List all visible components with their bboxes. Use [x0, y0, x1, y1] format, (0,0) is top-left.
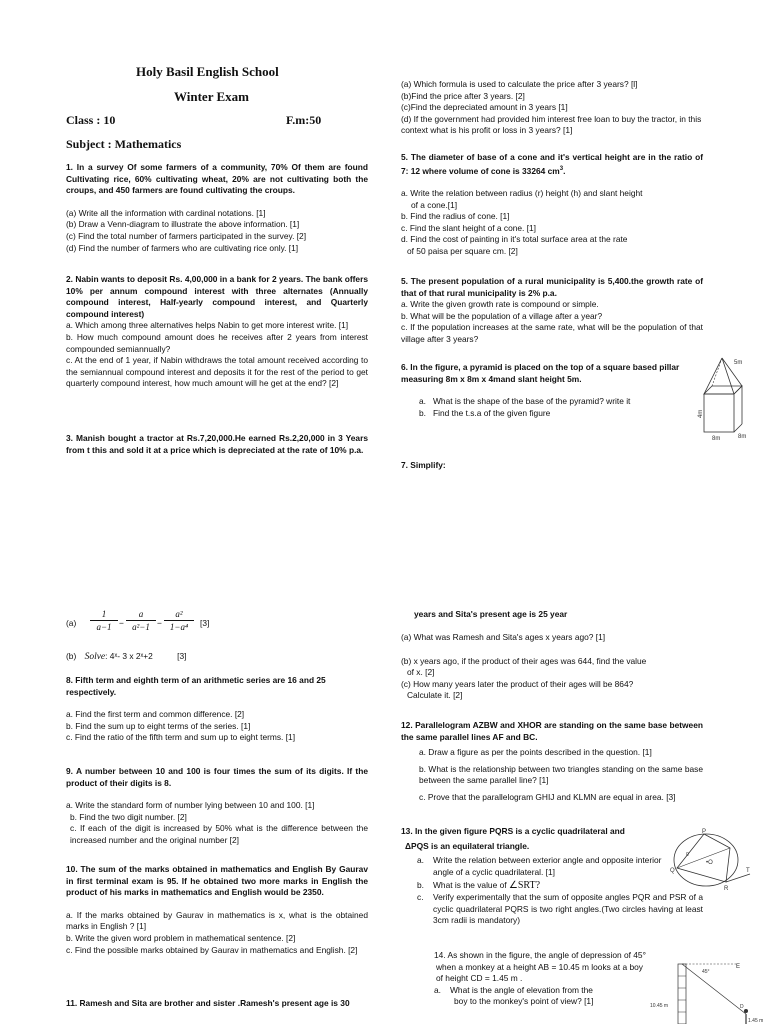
q12-stem: 12. Parallelogram AZBW and XHOR are standing on the same base between the same parallel lines AF and BC. — [401, 720, 703, 742]
minus-sign-1: − — [119, 618, 124, 628]
school-name: Holy Basil English School — [136, 64, 279, 79]
fraction-2-num: a — [138, 609, 144, 619]
simplify-a-label: (a) — [66, 618, 77, 628]
fig-label-t: T — [746, 868, 750, 874]
simplify-b-expression: : 4ˣ- 3 x 2ˣ+2 — [105, 651, 153, 661]
q2-stem: 2. Nabin wants to deposit Rs. 4,00,000 in a bank for 2 years. The bank offers 10% per annum compound interest with three alternates (Annually compound interest, Half-yearly compound interest, and Quarterly compound interest) — [66, 274, 368, 319]
q6-part-b: Find the t.s.a of the given figure — [433, 407, 551, 418]
simplify-b-label: (b) — [66, 651, 77, 661]
q11-part-c-cont: Calculate it. [2] — [407, 690, 463, 701]
q13-part-c: Verify experimentally that the sum of opposite angles PQR and PSR of a cyclic quadrilateral PQRS is two right angles.(Two circles having at least 3cm radii is mandatory) — [433, 891, 703, 926]
q5a-cube-sup: 3 — [559, 165, 564, 172]
q12-part-a: a. Draw a figure as per the points described in the question. [1] — [419, 747, 652, 758]
simplify-part-a — [66, 608, 226, 642]
fig-label-p: P — [702, 829, 707, 835]
fig-label-d: D — [740, 1004, 744, 1010]
q1-part-a: (a) Write all the information with cardinal notations. [1] — [66, 207, 266, 218]
fraction-3 — [164, 608, 194, 633]
q12-part-b: b. What is the relationship between two triangles standing on the same base between the same parallel line? [1] — [419, 763, 703, 786]
q6-stem: 6. In the figure, a pyramid is placed on the top of a square based pillar measuring 8m x 8m x 4mand slant height 5m. — [401, 362, 680, 384]
q6-part-a: What is the shape of the base of the pyramid? write it — [433, 396, 631, 407]
question-2 — [66, 274, 368, 390]
q10-part-c: c. Find the possible marks obtained by Gaurav in mathematics and English. [2] — [66, 944, 358, 955]
q8-part-c: c. Find the ratio of the fifth term and sum up to eight terms. [1] — [66, 732, 296, 743]
fig-height-ab: 10.45 m — [650, 1003, 669, 1009]
fig-height-cd: 1.45 m — [748, 1018, 764, 1024]
fig-label-degree: 0 — [686, 852, 689, 858]
q13-part-a: Write the relation between exterior angle and opposite interior angle of a cyclic quadrilateral. [1] — [433, 855, 662, 877]
q5b-part-c: c. If the population increases at the same rate, what will be the population of that village after 3 years? — [401, 322, 703, 344]
question-6 — [401, 362, 693, 419]
fraction-3-num: a² — [175, 609, 183, 619]
fig-label-r: R — [724, 886, 729, 892]
simplify-b-solve: Solve — [84, 652, 106, 662]
fraction-1-num: 1 — [101, 609, 107, 619]
q13-b-marker: b. — [417, 880, 424, 891]
q3-part-d: (d) If the government had provided him interest free loan to buy the tractor, in this context what is his profit or loss in 3 years? [1] — [401, 113, 702, 136]
q14-part-a: What is the angle of elevation from the — [450, 984, 593, 995]
q1-part-d: (d) Find the number of farmers who are cultivating rice only. [1] — [66, 242, 299, 253]
q9-part-a: a. Write the standard form of number lying between 10 and 100. [1] — [66, 800, 315, 811]
q3-part-c: (c)Find the depreciated amount in 3 years [1] — [401, 102, 568, 113]
q8-stem: 8. Fifth term and eighth term of an arithmetic series are 16 and 25 respectively. — [66, 675, 326, 697]
q5a-part-c: c. Find the slant height of a cone. [1] — [401, 222, 537, 233]
q11-part-a: (a) What was Ramesh and Sita's ages x years ago? [1] — [401, 632, 606, 642]
question-9 — [66, 766, 368, 847]
q14-part-a-cont: boy to the monkey's point of view? [1] — [454, 996, 594, 1007]
pyramid-pillar-figure — [694, 352, 754, 444]
q5b-part-b: b. What will be the population of a village after a year? — [401, 310, 603, 321]
q10-stem: 10. The sum of the marks obtained in mathematics and English By Gaurav in first terminal exam is 95. If he obtained two more marks in English the product of his marks in mathematics and English would be 2350. — [66, 864, 368, 898]
question-5-population — [401, 276, 703, 346]
question-11-parts — [401, 632, 703, 702]
q12-part-c: c. Prove that the parallelogram GHIJ and KLMN are equal in area. [3] — [419, 791, 676, 802]
question-1 — [66, 162, 368, 254]
subject-label: Subject : Mathematics — [66, 137, 182, 151]
fig-angle-label: 45° — [702, 969, 710, 975]
q11-part-b: (b) x years ago, if the product of their ages was 644, find the value — [401, 655, 647, 666]
fraction-2-den: a²−1 — [126, 620, 156, 633]
full-marks: F.m:50 — [286, 113, 322, 127]
q1-part-c: (c) Find the total number of farmers participated in the survey. [2] — [66, 230, 307, 241]
q5b-stem: 5. The present population of a rural municipality is 5,400.the growth rate of that of that rural municipality is 2% p.a. — [401, 276, 703, 298]
fig-label-e: E — [736, 964, 741, 970]
q14-stem-2: when a monkey at a height AB = 10.45 m looks at a boy — [436, 961, 643, 972]
minus-sign-2: − — [157, 618, 162, 628]
q10-part-b: b. Write the given word problem in mathematical sentence. [2] — [66, 932, 296, 943]
q13-stem-continued: ΔPQS is an equilateral triangle. — [405, 840, 530, 851]
fraction-3-den: 1−a⁴ — [164, 620, 194, 633]
question-13 — [401, 826, 703, 927]
q6-b-marker: b. — [419, 407, 426, 418]
q2-part-c: c. At the end of 1 year, if Nabin withdraws the total amount received according to the semiannual compound interest and deposits it for the rest of the period to get quarterly compound interest, how much amount will he get at the end? [2] — [66, 355, 368, 389]
question-12 — [401, 720, 703, 804]
q13-stem: 13. In the given figure PQRS is a cyclic quadrilateral and — [401, 826, 625, 836]
fig-label-q: Q — [670, 868, 675, 874]
q5a-stem: 5. The diameter of base of a cone and it's vertical height are in the ratio of 7: 12 where volume of cone is 33264 cm — [401, 152, 703, 176]
q13-part-b: What is the value of — [433, 880, 509, 891]
fig-label-o: •O — [706, 860, 713, 866]
q9-part-c: c. If each of the digit is increased by 50% what is the difference between the increased number and the original number [2] — [70, 823, 368, 845]
question-3-parts — [401, 79, 703, 137]
question-8 — [66, 675, 368, 744]
q3-part-a: (a) Which formula is used to calculate the price after 3 years? [l] — [401, 79, 638, 89]
simplify-part-b — [66, 651, 186, 664]
q9-stem: 9. A number between 10 and 100 is four times the sum of its digits. If the product of their digits is 8. — [66, 766, 368, 788]
depression-angle-figure — [648, 956, 764, 1024]
simplify-a-marks: [3] — [200, 618, 210, 628]
fraction-1 — [90, 608, 118, 633]
q5a-part-b: b. Find the radius of cone. [1] — [401, 211, 510, 222]
q11-part-b-cont: of x. [2] — [407, 667, 435, 678]
q5a-part-a: a. Write the relation between radius (r) height (h) and slant height — [401, 187, 643, 198]
fig-height-label: 4m — [698, 409, 704, 418]
q14-stem-3: of height CD = 1.45 m . — [436, 973, 523, 984]
q2-part-b: b. How much compound amount does he receives after 2 years from interest compounded semiannually? — [66, 331, 368, 354]
q8-part-a: a. Find the first term and common difference. [2] — [66, 709, 245, 720]
question-14 — [434, 950, 674, 1008]
simplify-b-marks: [3] — [177, 651, 187, 661]
q8-part-b: b. Find the sum up to eight terms of the series. [1] — [66, 720, 251, 731]
q13-angle: ∠SRT? — [508, 880, 541, 892]
q5a-part-a-cont: of a cone.[1] — [411, 199, 458, 210]
q1-part-b: (b) Draw a Venn-diagram to illustrate the above information. [1] — [66, 219, 300, 230]
cyclic-quadrilateral-figure — [668, 826, 754, 892]
class-label: Class : 10 — [66, 113, 116, 127]
fraction-1-den: a−1 — [90, 620, 118, 633]
q9-part-b: b. Find the two digit number. [2] — [70, 811, 187, 822]
exam-title: Winter Exam — [174, 89, 249, 104]
question-3 — [66, 433, 368, 456]
fig-slant-label: 5m — [734, 360, 743, 366]
q13-a-marker: a. — [417, 855, 424, 866]
q2-part-a: a. Which among three alternatives helps Nabin to get more interest write. [1] — [66, 320, 349, 331]
q5b-part-a: a. Write the given growth rate is compound or simple. — [401, 299, 599, 310]
q14-a-marker: a. — [434, 984, 441, 995]
question-10 — [66, 864, 368, 956]
q5a-stem-end: . — [563, 165, 566, 176]
q13-c-marker: c. — [417, 891, 424, 902]
q3-part-b: (b)Find the price after 3 years. [2] — [401, 90, 525, 101]
fig-width-label-1: 8m — [712, 436, 721, 442]
q7-stem: 7. Simplify: — [401, 460, 446, 470]
q5a-part-d-cont: of 50 paisa per square cm. [2] — [407, 245, 518, 256]
fraction-2 — [126, 608, 156, 633]
q6-a-marker: a. — [419, 396, 426, 407]
q11-stem-continued: years and Sita's present age is 25 year — [414, 609, 568, 619]
q1-stem: 1. In a survey Of some farmers of a community, 70% Of them are found Cultivating rice, 60% cultivating wheat, 20% are not cultivating both the croups, and 450 farmers are found cultivating the croups. — [66, 162, 368, 196]
fig-width-label-2: 8m — [738, 434, 747, 440]
question-5-cone — [401, 152, 703, 258]
q14-stem: 14. As shown in the figure, the angle of depression of 45° — [434, 950, 646, 960]
q11-part-c: (c) How many years later the product of their ages will be 864? — [401, 678, 634, 689]
q3-stem: 3. Manish bought a tractor at Rs.7,20,000.He earned Rs.2,20,000 in 3 Years from t this and sold it at a price which is depreciated at the rate of 10% p.a. — [66, 433, 368, 455]
q5a-part-d: d. Find the cost of painting in it's total surface area at the rate — [401, 234, 628, 245]
q11-stem: 11. Ramesh and Sita are brother and sister .Ramesh's present age is 30 — [66, 998, 350, 1008]
q10-part-a: a. If the marks obtained by Gaurav in mathematics is x, what is the obtained marks in English ? [1] — [66, 909, 368, 932]
